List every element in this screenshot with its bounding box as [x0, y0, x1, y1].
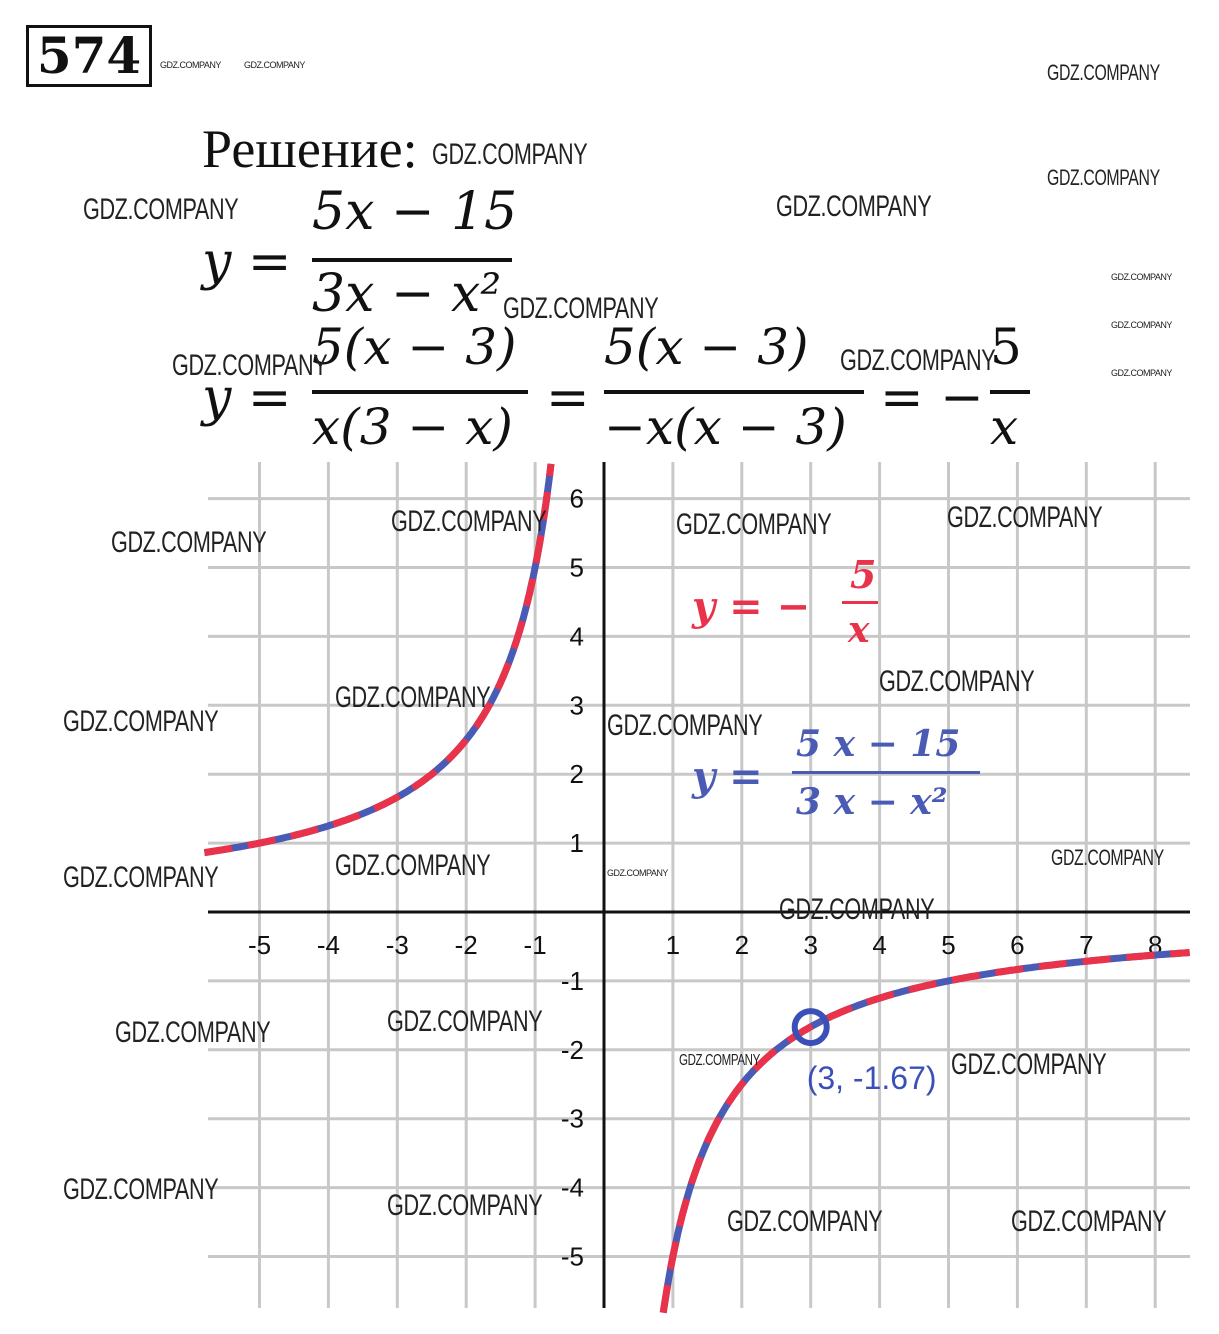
watermark: GDZ.COMPANY: [679, 1052, 760, 1069]
watermark: GDZ.COMPANY: [387, 1005, 543, 1038]
watermark: GDZ.COMPANY: [63, 705, 219, 738]
y-tick-label: -4: [560, 1172, 584, 1203]
x-tick-label: -2: [454, 930, 478, 960]
watermark: GDZ.COMPANY: [1111, 320, 1172, 330]
watermark: GDZ.COMPANY: [951, 1048, 1107, 1081]
watermark: GDZ.COMPANY: [1111, 368, 1172, 378]
x-tick-label: 6: [1010, 930, 1025, 960]
point-label: (3, -1.67): [806, 1060, 937, 1097]
watermark: GDZ.COMPANY: [779, 893, 935, 926]
legend-red-lhs: y = −: [692, 583, 811, 630]
watermark: GDZ.COMPANY: [111, 526, 267, 559]
x-tick-label: 8: [1147, 930, 1163, 960]
x-tick-label: -3: [385, 930, 409, 960]
watermark: GDZ.COMPANY: [840, 344, 996, 377]
watermark: GDZ.COMPANY: [1111, 272, 1172, 282]
watermark: GDZ.COMPANY: [947, 501, 1103, 534]
legend-red-num: 5: [850, 552, 877, 597]
watermark: GDZ.COMPANY: [1047, 60, 1160, 85]
legend-blue-lhs: y =: [692, 753, 763, 800]
watermark: GDZ.COMPANY: [776, 190, 932, 223]
x-tick-label: -1: [523, 930, 547, 960]
x-tick-label: 4: [872, 930, 887, 960]
eq2-frac2-numerator: 5(x − 3): [604, 318, 809, 376]
eq2-equals-1: =: [546, 368, 590, 428]
y-tick-label: -3: [560, 1103, 584, 1134]
x-tick-label: 7: [1079, 930, 1094, 960]
x-tick-label: 3: [803, 930, 818, 960]
y-tick-label: 2: [569, 759, 584, 790]
eq1-lhs: y =: [202, 232, 292, 292]
watermark: GDZ.COMPANY: [503, 292, 659, 325]
legend-blue-den: 3 x − x²: [796, 781, 948, 823]
y-tick-label: 3: [569, 690, 584, 721]
eq2-frac3-numerator: 5: [990, 318, 1022, 376]
legend-red-bar: [842, 601, 878, 604]
legend-red-den: x: [848, 609, 870, 651]
eq2-frac1-numerator: 5(x − 3): [312, 318, 517, 376]
watermark: GDZ.COMPANY: [63, 861, 219, 894]
watermark: GDZ.COMPANY: [335, 849, 491, 882]
watermark: GDZ.COMPANY: [172, 349, 328, 382]
solution-heading: Решение:: [202, 119, 418, 179]
eq1-numerator: 5x − 15: [312, 182, 518, 242]
x-tick-label: 2: [734, 930, 750, 960]
x-tick-label: -5: [247, 930, 272, 960]
eq2-lhs: y =: [202, 368, 292, 428]
y-tick-label: 5: [569, 552, 584, 583]
watermark: GDZ.COMPANY: [432, 138, 588, 171]
x-tick-label: 5: [941, 930, 956, 960]
watermark: GDZ.COMPANY: [335, 681, 491, 714]
watermark: GDZ.COMPANY: [727, 1205, 883, 1238]
x-tick-label: 1: [665, 930, 681, 960]
eq2-frac3-denominator: x: [990, 398, 1019, 456]
watermark: GDZ.COMPANY: [607, 868, 668, 878]
y-tick-label: 4: [569, 621, 584, 652]
x-tick-label: -4: [316, 930, 340, 960]
eq2-equals-minus: = −: [880, 368, 984, 428]
y-tick-label: -1: [560, 965, 584, 996]
eq2-frac1-denominator: x(3 − x): [312, 398, 513, 456]
watermark: GDZ.COMPANY: [115, 1016, 271, 1049]
watermark: GDZ.COMPANY: [244, 60, 305, 70]
watermark: GDZ.COMPANY: [387, 1189, 543, 1222]
watermark: GDZ.COMPANY: [83, 193, 239, 226]
watermark: GDZ.COMPANY: [1011, 1205, 1167, 1238]
watermark: GDZ.COMPANY: [160, 60, 221, 70]
eq2-frac2-denominator: −x(x − 3): [604, 398, 847, 456]
watermark: GDZ.COMPANY: [1051, 845, 1164, 870]
watermark: GDZ.COMPANY: [391, 505, 547, 538]
watermark: GDZ.COMPANY: [63, 1173, 219, 1206]
watermark: GDZ.COMPANY: [1047, 165, 1160, 190]
eq1-denominator: 3x − x²: [312, 264, 502, 324]
problem-number: 574: [26, 25, 152, 87]
watermark: GDZ.COMPANY: [879, 665, 1035, 698]
y-tick-label: -5: [560, 1241, 584, 1272]
y-tick-label: -2: [560, 1034, 584, 1065]
y-tick-label: 6: [569, 483, 584, 514]
legend-blue-bar: [792, 771, 980, 774]
watermark: GDZ.COMPANY: [676, 508, 832, 541]
watermark: GDZ.COMPANY: [607, 709, 763, 742]
legend-blue-num: 5 x − 15: [796, 723, 961, 765]
y-tick-label: 1: [569, 828, 584, 859]
